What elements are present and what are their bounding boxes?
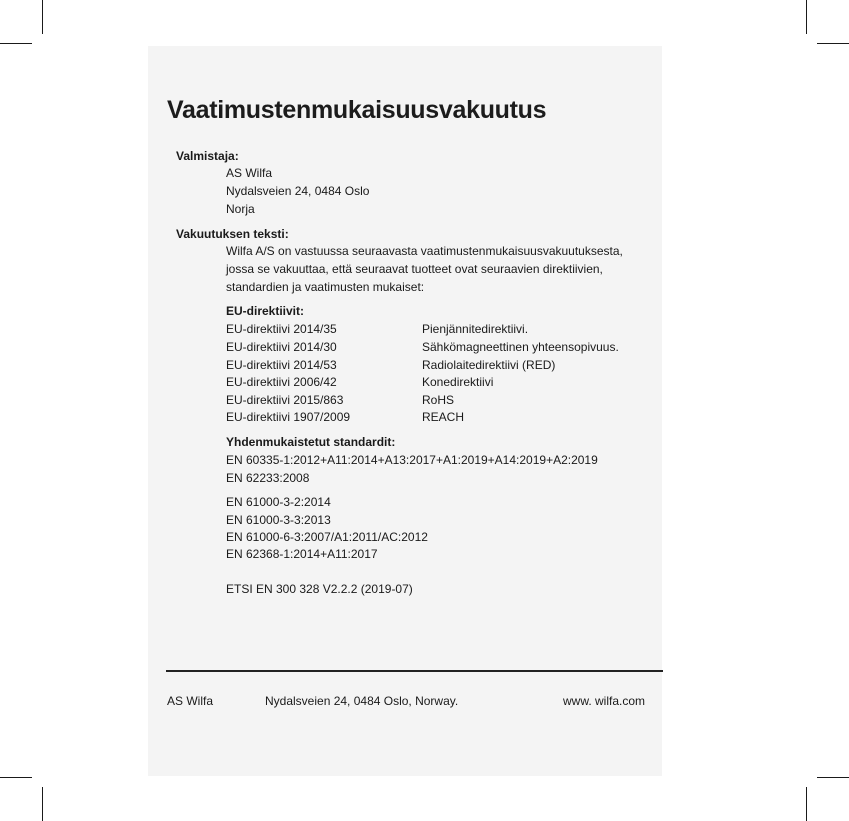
directive-name: Radiolaitedirektiivi (RED) bbox=[422, 358, 556, 372]
crop-mark bbox=[817, 777, 849, 778]
manufacturer-country: Norja bbox=[226, 202, 255, 216]
footer-address: Nydalsveien 24, 0484 Oslo, Norway. bbox=[265, 694, 459, 708]
crop-mark bbox=[806, 0, 807, 34]
directive-code: EU-direktiivi 2015/863 bbox=[226, 393, 344, 407]
directive-code: EU-direktiivi 2006/42 bbox=[226, 375, 337, 389]
standard-item: EN 61000-6-3:2007/A1:2011/AC:2012 bbox=[226, 530, 428, 544]
footer-company: AS Wilfa bbox=[167, 694, 214, 708]
standard-item: EN 62368-1:2014+A11:2017 bbox=[226, 547, 378, 561]
directive-name: REACH bbox=[422, 410, 465, 424]
directive-name: Pienjännitedirektiivi. bbox=[422, 322, 529, 336]
standard-item: EN 62233:2008 bbox=[226, 471, 310, 485]
standard-item: EN 61000-3-2:2014 bbox=[226, 495, 331, 509]
declaration-line: Wilfa A/S on vastuussa seuraavasta vaatimustenmukaisuusvakuutuksesta, bbox=[226, 244, 623, 258]
directive-name: Konedirektiivi bbox=[422, 375, 494, 389]
crop-mark bbox=[42, 0, 43, 34]
directive-name: RoHS bbox=[422, 393, 455, 407]
crop-mark bbox=[806, 787, 807, 821]
crop-mark bbox=[817, 43, 849, 44]
standard-item: EN 61000-3-3:2013 bbox=[226, 513, 331, 527]
page-title: Vaatimustenmukaisuusvakuutus bbox=[167, 96, 547, 124]
directive-code: EU-direktiivi 2014/30 bbox=[226, 340, 337, 354]
directives-heading: EU-direktiivit: bbox=[226, 304, 305, 318]
directive-code: EU-direktiivi 1907/2009 bbox=[226, 410, 351, 424]
directive-name: Sähkömagneettinen yhteensopivuus. bbox=[422, 340, 619, 354]
manufacturer-heading: Valmistaja: bbox=[176, 149, 239, 163]
manufacturer-name: AS Wilfa bbox=[226, 166, 273, 180]
declaration-line: standardien ja vaatimusten mukaiset: bbox=[226, 280, 425, 294]
directive-code: EU-direktiivi 2014/53 bbox=[226, 358, 337, 372]
declaration-line: jossa se vakuuttaa, että seuraavat tuotteet ovat seuraavien direktiivien, bbox=[226, 262, 603, 276]
standard-item: EN 60335-1:2012+A11:2014+A13:2017+A1:2019+A14:2019+A2:2019 bbox=[226, 453, 598, 467]
declaration-heading: Vakuutuksen teksti: bbox=[176, 227, 289, 241]
crop-mark bbox=[0, 43, 32, 44]
standard-item: ETSI EN 300 328 V2.2.2 (2019-07) bbox=[226, 582, 413, 596]
footer-divider bbox=[166, 670, 663, 672]
manufacturer-address: Nydalsveien 24, 0484 Oslo bbox=[226, 184, 370, 198]
directive-code: EU-direktiivi 2014/35 bbox=[226, 322, 337, 336]
crop-mark bbox=[0, 777, 32, 778]
footer-website: www. wilfa.com bbox=[563, 694, 646, 708]
crop-mark bbox=[42, 787, 43, 821]
standards-heading: Yhdenmukaistetut standardit: bbox=[226, 435, 396, 449]
